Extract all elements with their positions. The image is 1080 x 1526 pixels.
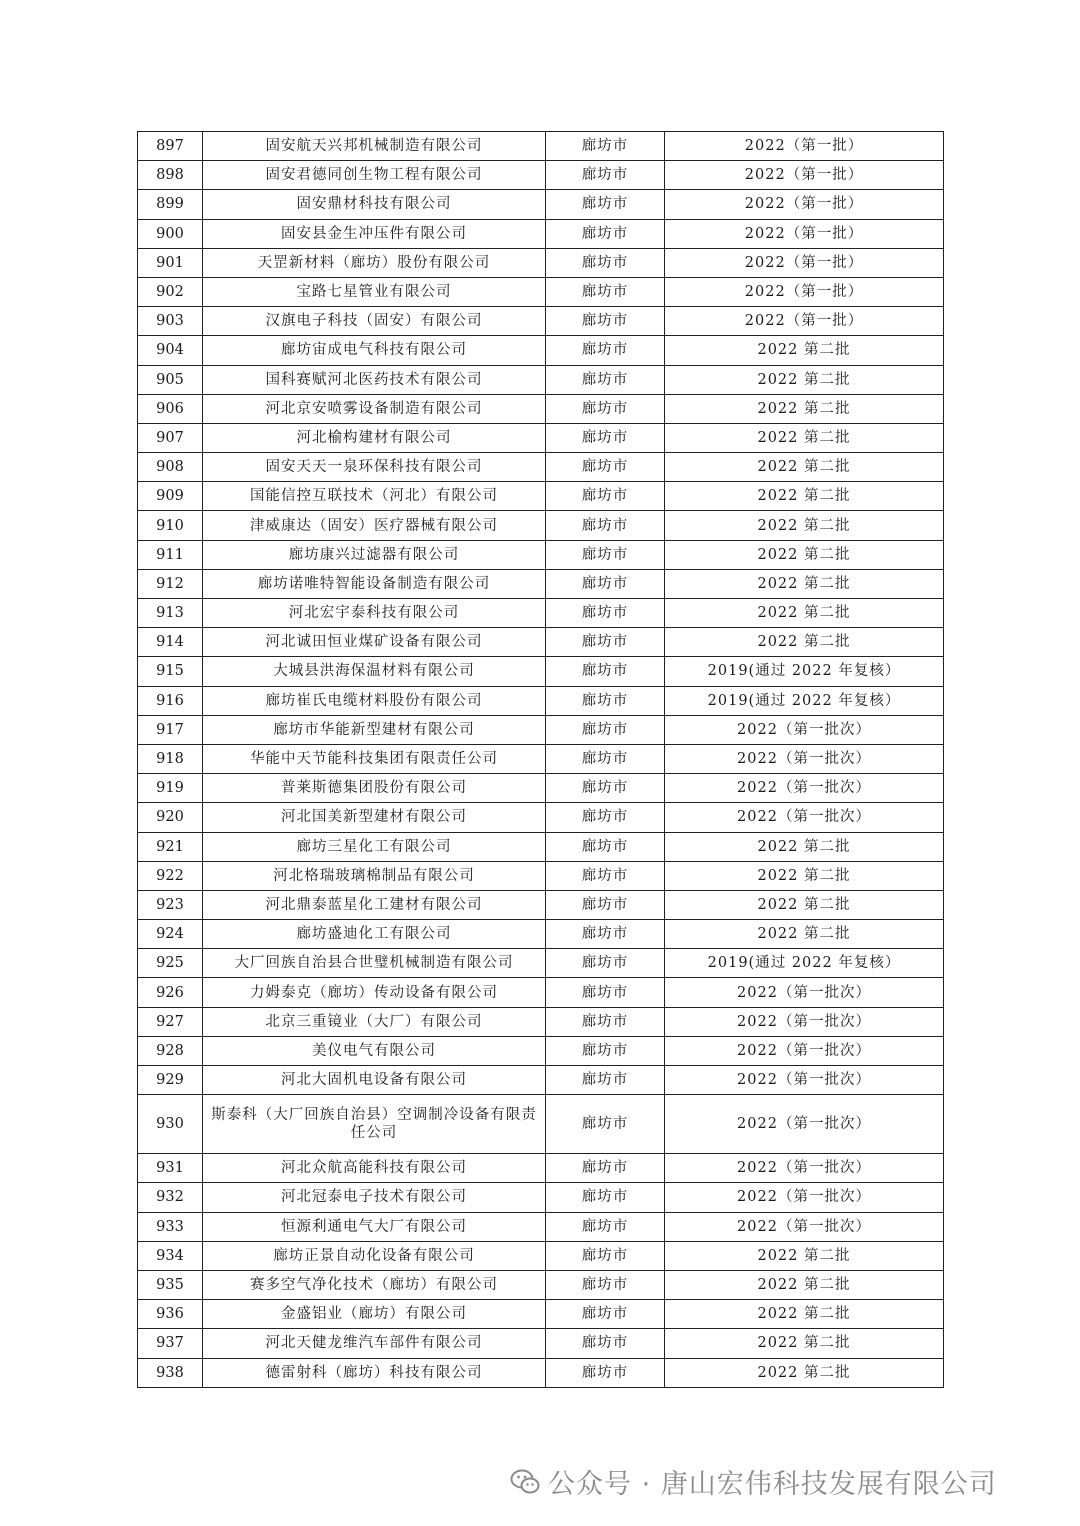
table-row <box>138 774 944 803</box>
table-row <box>138 1212 944 1241</box>
batch-cell: 2022 第二批 <box>665 394 944 423</box>
company-name-cell: 力姆泰克（廊坊）传动设备有限公司 <box>203 978 546 1007</box>
row-number-cell: 935 <box>138 1270 203 1299</box>
batch-cell: 2022 第二批 <box>665 1329 944 1358</box>
batch-cell: 2022（第一批次） <box>665 1183 944 1212</box>
batch-cell: 2022（第一批次） <box>665 1036 944 1065</box>
company-name-cell: 固安天天一泉环保科技有限公司 <box>203 453 546 482</box>
company-name-cell: 河北鼎泰蓝星化工建材有限公司 <box>203 890 546 919</box>
row-number-cell: 897 <box>138 132 203 161</box>
city-cell: 廊坊市 <box>546 248 665 277</box>
company-name-cell: 金盛铝业（廊坊）有限公司 <box>203 1300 546 1329</box>
batch-cell: 2022 第二批 <box>665 482 944 511</box>
row-number-cell: 932 <box>138 1183 203 1212</box>
company-name-cell: 河北格瑞玻璃棉制品有限公司 <box>203 861 546 890</box>
batch-cell: 2022 第二批 <box>665 1358 944 1387</box>
company-name-cell: 河北冠泰电子技术有限公司 <box>203 1183 546 1212</box>
city-cell: 廊坊市 <box>546 1095 665 1154</box>
row-number-cell: 921 <box>138 832 203 861</box>
city-cell: 廊坊市 <box>546 832 665 861</box>
city-cell: 廊坊市 <box>546 949 665 978</box>
table-row <box>138 1358 944 1387</box>
table-row <box>138 365 944 394</box>
watermark <box>510 1462 997 1501</box>
city-cell: 廊坊市 <box>546 336 665 365</box>
batch-cell: 2022（第一批） <box>665 161 944 190</box>
batch-cell: 2022（第一批） <box>665 132 944 161</box>
city-cell: 廊坊市 <box>546 423 665 452</box>
batch-cell: 2022（第一批） <box>665 219 944 248</box>
batch-cell: 2022 第二批 <box>665 423 944 452</box>
city-cell: 廊坊市 <box>546 277 665 306</box>
company-name-cell: 河北大固机电设备有限公司 <box>203 1066 546 1095</box>
company-name-cell: 河北京安喷雾设备制造有限公司 <box>203 394 546 423</box>
table-row <box>138 978 944 1007</box>
table-row <box>138 657 944 686</box>
city-cell: 廊坊市 <box>546 482 665 511</box>
table-row <box>138 219 944 248</box>
batch-cell: 2022（第一批次） <box>665 803 944 832</box>
company-name-cell: 河北宏宇泰科技有限公司 <box>203 599 546 628</box>
table-row <box>138 890 944 919</box>
batch-cell: 2019(通过 2022 年复核） <box>665 686 944 715</box>
table-row <box>138 1095 944 1154</box>
row-number-cell: 911 <box>138 540 203 569</box>
table-row <box>138 132 944 161</box>
company-name-cell: 北京三重镜业（大厂）有限公司 <box>203 1007 546 1036</box>
row-number-cell: 924 <box>138 920 203 949</box>
row-number-cell: 914 <box>138 628 203 657</box>
city-cell: 廊坊市 <box>546 803 665 832</box>
row-number-cell: 926 <box>138 978 203 1007</box>
row-number-cell: 906 <box>138 394 203 423</box>
city-cell: 廊坊市 <box>546 394 665 423</box>
company-name-cell: 天罡新材料（廊坊）股份有限公司 <box>203 248 546 277</box>
city-cell: 廊坊市 <box>546 599 665 628</box>
table-row <box>138 949 944 978</box>
row-number-cell: 922 <box>138 861 203 890</box>
batch-cell: 2022 第二批 <box>665 832 944 861</box>
table-row <box>138 394 944 423</box>
table-row <box>138 832 944 861</box>
table-row <box>138 161 944 190</box>
company-name-cell: 美仪电气有限公司 <box>203 1036 546 1065</box>
table-row <box>138 511 944 540</box>
company-name-cell: 廊坊崔氏电缆材料股份有限公司 <box>203 686 546 715</box>
table-row <box>138 1007 944 1036</box>
batch-cell: 2022（第一批次） <box>665 774 944 803</box>
company-name-cell: 固安君德同创生物工程有限公司 <box>203 161 546 190</box>
city-cell: 廊坊市 <box>546 628 665 657</box>
row-number-cell: 913 <box>138 599 203 628</box>
city-cell: 廊坊市 <box>546 1300 665 1329</box>
row-number-cell: 905 <box>138 365 203 394</box>
table-row <box>138 190 944 219</box>
batch-cell: 2022 第二批 <box>665 1270 944 1299</box>
company-name-cell: 宝路七星管业有限公司 <box>203 277 546 306</box>
table-row <box>138 803 944 832</box>
row-number-cell: 930 <box>138 1095 203 1154</box>
row-number-cell: 919 <box>138 774 203 803</box>
city-cell: 廊坊市 <box>546 132 665 161</box>
batch-cell: 2019(通过 2022 年复核） <box>665 949 944 978</box>
table-body <box>138 132 944 1388</box>
table-row <box>138 1241 944 1270</box>
city-cell: 廊坊市 <box>546 686 665 715</box>
company-name-cell: 廊坊三星化工有限公司 <box>203 832 546 861</box>
table-row <box>138 744 944 773</box>
row-number-cell: 918 <box>138 744 203 773</box>
table-row <box>138 1270 944 1299</box>
table-row <box>138 277 944 306</box>
table-row <box>138 599 944 628</box>
city-cell: 廊坊市 <box>546 161 665 190</box>
city-cell: 廊坊市 <box>546 1007 665 1036</box>
batch-cell: 2022 第二批 <box>665 540 944 569</box>
row-number-cell: 903 <box>138 307 203 336</box>
city-cell: 廊坊市 <box>546 307 665 336</box>
table-row <box>138 1183 944 1212</box>
row-number-cell: 920 <box>138 803 203 832</box>
city-cell: 廊坊市 <box>546 1154 665 1183</box>
row-number-cell: 901 <box>138 248 203 277</box>
batch-cell: 2019(通过 2022 年复核） <box>665 657 944 686</box>
company-name-cell: 德雷射科（廊坊）科技有限公司 <box>203 1358 546 1387</box>
row-number-cell: 912 <box>138 569 203 598</box>
city-cell: 廊坊市 <box>546 920 665 949</box>
row-number-cell: 902 <box>138 277 203 306</box>
company-name-cell: 廊坊市华能新型建材有限公司 <box>203 715 546 744</box>
table-row <box>138 453 944 482</box>
company-name-cell: 廊坊正景自动化设备有限公司 <box>203 1241 546 1270</box>
row-number-cell: 898 <box>138 161 203 190</box>
row-number-cell: 938 <box>138 1358 203 1387</box>
company-name-cell: 廊坊盛迪化工有限公司 <box>203 920 546 949</box>
company-name-cell: 斯泰科（大厂回族自治县）空调制冷设备有限责任公司 <box>203 1095 546 1154</box>
city-cell: 廊坊市 <box>546 1212 665 1241</box>
row-number-cell: 916 <box>138 686 203 715</box>
row-number-cell: 915 <box>138 657 203 686</box>
table-row <box>138 715 944 744</box>
batch-cell: 2022（第一批次） <box>665 744 944 773</box>
city-cell: 廊坊市 <box>546 978 665 1007</box>
row-number-cell: 925 <box>138 949 203 978</box>
city-cell: 廊坊市 <box>546 774 665 803</box>
company-name-cell: 赛多空气净化技术（廊坊）有限公司 <box>203 1270 546 1299</box>
company-name-cell: 廊坊康兴过滤器有限公司 <box>203 540 546 569</box>
table-row <box>138 920 944 949</box>
city-cell: 廊坊市 <box>546 1036 665 1065</box>
batch-cell: 2022（第一批次） <box>665 1007 944 1036</box>
company-name-cell: 国科赛赋河北医药技术有限公司 <box>203 365 546 394</box>
row-number-cell: 899 <box>138 190 203 219</box>
row-number-cell: 934 <box>138 1241 203 1270</box>
table-row <box>138 861 944 890</box>
table-row <box>138 307 944 336</box>
batch-cell: 2022 第二批 <box>665 628 944 657</box>
city-cell: 廊坊市 <box>546 715 665 744</box>
city-cell: 廊坊市 <box>546 890 665 919</box>
batch-cell: 2022（第一批次） <box>665 1154 944 1183</box>
table-row <box>138 423 944 452</box>
table-row <box>138 1066 944 1095</box>
batch-cell: 2022 第二批 <box>665 920 944 949</box>
watermark-text: 公众号 · 唐山宏伟科技发展有限公司 <box>548 1469 997 1500</box>
company-name-cell: 固安航天兴邦机械制造有限公司 <box>203 132 546 161</box>
city-cell: 廊坊市 <box>546 1358 665 1387</box>
row-number-cell: 904 <box>138 336 203 365</box>
batch-cell: 2022 第二批 <box>665 511 944 540</box>
city-cell: 廊坊市 <box>546 1066 665 1095</box>
batch-cell: 2022 第二批 <box>665 861 944 890</box>
batch-cell: 2022（第一批次） <box>665 1095 944 1154</box>
batch-cell: 2022（第一批次） <box>665 1212 944 1241</box>
batch-cell: 2022 第二批 <box>665 365 944 394</box>
row-number-cell: 937 <box>138 1329 203 1358</box>
batch-cell: 2022（第一批次） <box>665 1066 944 1095</box>
batch-cell: 2022 第二批 <box>665 569 944 598</box>
row-number-cell: 928 <box>138 1036 203 1065</box>
city-cell: 廊坊市 <box>546 190 665 219</box>
enterprise-table <box>137 131 944 1388</box>
company-name-cell: 河北众航高能科技有限公司 <box>203 1154 546 1183</box>
row-number-cell: 923 <box>138 890 203 919</box>
table-row <box>138 628 944 657</box>
company-name-cell: 大厂回族自治县合世璧机械制造有限公司 <box>203 949 546 978</box>
city-cell: 廊坊市 <box>546 511 665 540</box>
city-cell: 廊坊市 <box>546 657 665 686</box>
city-cell: 廊坊市 <box>546 1270 665 1299</box>
city-cell: 廊坊市 <box>546 861 665 890</box>
table-row <box>138 569 944 598</box>
batch-cell: 2022（第一批） <box>665 248 944 277</box>
company-name-cell: 固安鼎材科技有限公司 <box>203 190 546 219</box>
city-cell: 廊坊市 <box>546 1329 665 1358</box>
batch-cell: 2022 第二批 <box>665 1241 944 1270</box>
company-name-cell: 廊坊诺唯特智能设备制造有限公司 <box>203 569 546 598</box>
company-name-cell: 普莱斯德集团股份有限公司 <box>203 774 546 803</box>
row-number-cell: 917 <box>138 715 203 744</box>
table-row <box>138 1300 944 1329</box>
table-row <box>138 1329 944 1358</box>
company-name-cell: 汉旗电子科技（固安）有限公司 <box>203 307 546 336</box>
table-row <box>138 1036 944 1065</box>
row-number-cell: 927 <box>138 1007 203 1036</box>
row-number-cell: 900 <box>138 219 203 248</box>
row-number-cell: 910 <box>138 511 203 540</box>
batch-cell: 2022 第二批 <box>665 599 944 628</box>
batch-cell: 2022（第一批） <box>665 307 944 336</box>
row-number-cell: 929 <box>138 1066 203 1095</box>
batch-cell: 2022 第二批 <box>665 336 944 365</box>
table-row <box>138 248 944 277</box>
city-cell: 廊坊市 <box>546 453 665 482</box>
batch-cell: 2022（第一批） <box>665 277 944 306</box>
company-name-cell: 恒源利通电气大厂有限公司 <box>203 1212 546 1241</box>
row-number-cell: 931 <box>138 1154 203 1183</box>
city-cell: 廊坊市 <box>546 1183 665 1212</box>
batch-cell: 2022（第一批次） <box>665 715 944 744</box>
batch-cell: 2022（第一批） <box>665 190 944 219</box>
table-row <box>138 482 944 511</box>
row-number-cell: 908 <box>138 453 203 482</box>
city-cell: 廊坊市 <box>546 540 665 569</box>
city-cell: 廊坊市 <box>546 219 665 248</box>
batch-cell: 2022 第二批 <box>665 890 944 919</box>
batch-cell: 2022（第一批次） <box>665 978 944 1007</box>
company-name-cell: 河北天健龙维汽车部件有限公司 <box>203 1329 546 1358</box>
company-name-cell: 固安县金生冲压件有限公司 <box>203 219 546 248</box>
table-row <box>138 686 944 715</box>
company-name-cell: 大城县洪海保温材料有限公司 <box>203 657 546 686</box>
row-number-cell: 936 <box>138 1300 203 1329</box>
company-name-cell: 津威康达（固安）医疗器械有限公司 <box>203 511 546 540</box>
row-number-cell: 907 <box>138 423 203 452</box>
city-cell: 廊坊市 <box>546 569 665 598</box>
city-cell: 廊坊市 <box>546 1241 665 1270</box>
wechat-icon <box>510 1468 540 1496</box>
batch-cell: 2022 第二批 <box>665 453 944 482</box>
company-name-cell: 廊坊宙成电气科技有限公司 <box>203 336 546 365</box>
company-name-cell: 华能中天节能科技集团有限责任公司 <box>203 744 546 773</box>
company-name-cell: 河北榆构建材有限公司 <box>203 423 546 452</box>
company-name-cell: 国能信控互联技术（河北）有限公司 <box>203 482 546 511</box>
company-name-cell: 河北诚田恒业煤矿设备有限公司 <box>203 628 546 657</box>
row-number-cell: 933 <box>138 1212 203 1241</box>
table-row <box>138 1154 944 1183</box>
table-row <box>138 540 944 569</box>
table-row <box>138 336 944 365</box>
city-cell: 廊坊市 <box>546 744 665 773</box>
city-cell: 廊坊市 <box>546 365 665 394</box>
company-name-cell: 河北国美新型建材有限公司 <box>203 803 546 832</box>
row-number-cell: 909 <box>138 482 203 511</box>
batch-cell: 2022 第二批 <box>665 1300 944 1329</box>
